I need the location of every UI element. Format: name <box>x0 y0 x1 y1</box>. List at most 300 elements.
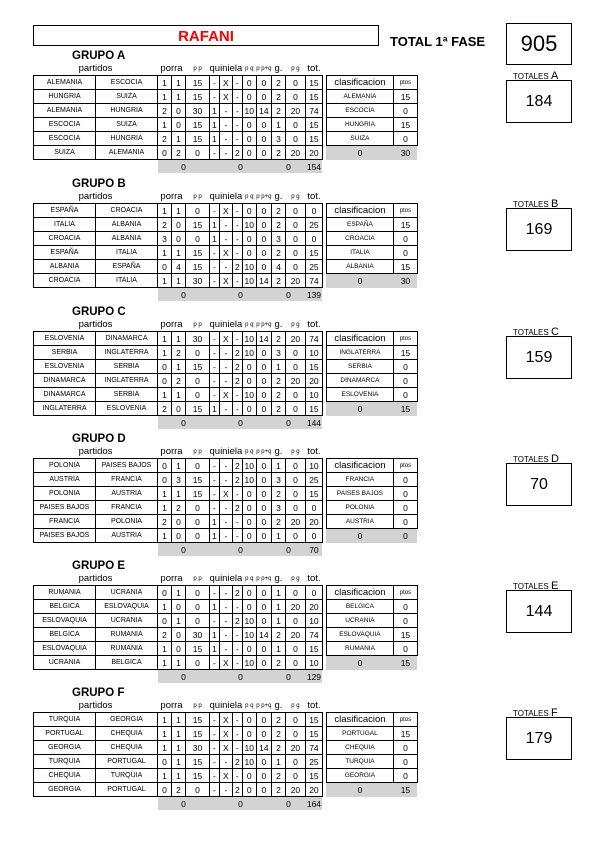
porra-home-goals: 0 <box>158 260 172 274</box>
group-title: GRUPO F <box>72 687 125 699</box>
match-row <box>34 529 418 543</box>
pg-points: 0 <box>285 614 305 628</box>
pg-points: 0 <box>285 90 305 104</box>
sum-pp: 0 <box>158 288 210 302</box>
sum-quiniela: 0 <box>210 416 272 430</box>
header-quiniela: quiniela <box>209 318 243 330</box>
row-total: 15 <box>305 487 322 501</box>
porra-home-goals: 2 <box>158 515 172 529</box>
goals: 2 <box>271 769 285 783</box>
group-title: GRUPO D <box>72 433 126 445</box>
pg-points: 0 <box>285 388 305 402</box>
pg-points: 0 <box>285 529 305 543</box>
away-team: SUIZA <box>96 90 158 104</box>
ptos-header: ptos <box>393 332 417 346</box>
clasif-sum-1: 30 <box>393 274 417 288</box>
match-row <box>34 332 418 346</box>
ppq-points: 0 <box>256 614 271 628</box>
home-team: ITALIA <box>34 218 96 232</box>
sum-total: 154 <box>306 161 322 172</box>
row-total: 74 <box>305 104 322 118</box>
porra-away-goals: 1 <box>172 727 186 741</box>
clasif-points: 15 <box>393 118 417 132</box>
pq-points: 0 <box>242 118 256 132</box>
sum-pp: 0 <box>158 416 210 430</box>
porra-away-goals: 1 <box>172 586 186 600</box>
quiniela-2: - <box>232 487 242 501</box>
quiniela-2: - <box>232 90 242 104</box>
goals: 2 <box>271 90 285 104</box>
match-row <box>34 614 418 628</box>
row-total: 10 <box>305 459 322 473</box>
pq-points: 0 <box>242 76 256 90</box>
pq-points: 0 <box>242 90 256 104</box>
ppq-points: 0 <box>256 501 271 515</box>
pq-points: 0 <box>242 246 256 260</box>
porra-away-goals: 1 <box>172 755 186 769</box>
pq-points: 0 <box>242 783 256 797</box>
group-table <box>33 318 418 429</box>
sum-quiniela: 0 <box>210 670 272 684</box>
sum-goals: 0 <box>271 670 305 684</box>
pg-points: 0 <box>285 346 305 360</box>
porra-home-goals: 1 <box>158 642 172 656</box>
ppq-points: 0 <box>256 656 271 670</box>
quiniela-x: - <box>219 374 232 388</box>
quiniela-x: X <box>219 274 232 288</box>
goals: 2 <box>271 76 285 90</box>
quiniela-2: - <box>232 76 242 90</box>
porra-home-goals: 2 <box>158 218 172 232</box>
header-pg: p g <box>291 575 300 582</box>
match-row <box>34 374 418 388</box>
goals: 2 <box>271 656 285 670</box>
header-g: g. <box>274 318 283 330</box>
clasif-team: CHEQUIA <box>326 741 393 755</box>
pp-points: 0 <box>186 501 210 515</box>
goals: 2 <box>271 487 285 501</box>
quiniela-1: - <box>210 727 220 741</box>
pp-points: 0 <box>186 783 210 797</box>
clasificacion-header: clasificacion <box>326 76 393 90</box>
row-total: 25 <box>305 260 322 274</box>
clasificacion-header: clasificacion <box>326 713 393 727</box>
pq-points: 0 <box>242 515 256 529</box>
away-team: ESPAÑA <box>96 260 158 274</box>
pp-points: 0 <box>186 459 210 473</box>
header-row <box>34 699 418 713</box>
clasif-team: ESCOCIA <box>326 104 393 118</box>
clasif-team: ITALIA <box>326 246 393 260</box>
quiniela-1: - <box>210 260 220 274</box>
pp-points: 15 <box>186 118 210 132</box>
porra-home-goals: 2 <box>158 628 172 642</box>
porra-away-goals: 0 <box>172 104 186 118</box>
porra-away-goals: 1 <box>172 656 186 670</box>
porra-home-goals: 1 <box>158 727 172 741</box>
away-team: UCRANIA <box>96 586 158 600</box>
porra-home-goals: 0 <box>158 473 172 487</box>
clasif-sum-0: 0 <box>326 529 393 543</box>
pp-points: 15 <box>186 132 210 146</box>
ppq-points: 0 <box>256 713 271 727</box>
header-pp: p p <box>193 575 202 582</box>
quiniela-x: - <box>219 586 232 600</box>
clasif-team: ESLOVAQUIA <box>326 628 393 642</box>
porra-home-goals: 1 <box>158 741 172 755</box>
header-partidos: partidos <box>78 699 113 711</box>
quiniela-2: - <box>232 741 242 755</box>
row-total: 20 <box>305 374 322 388</box>
ppq-points: 0 <box>256 402 271 416</box>
row-total: 0 <box>305 204 322 218</box>
home-team: FRANCIA <box>34 515 96 529</box>
goals: 1 <box>271 614 285 628</box>
pq-points: 0 <box>242 501 256 515</box>
match-row <box>34 232 418 246</box>
group-letter: C <box>550 326 559 338</box>
porra-home-goals: 1 <box>158 600 172 614</box>
home-team: CROACIA <box>34 274 96 288</box>
row-total: 15 <box>305 90 322 104</box>
pq-points: 10 <box>242 218 256 232</box>
goals: 2 <box>271 515 285 529</box>
pp-points: 15 <box>186 473 210 487</box>
group-table <box>33 572 418 683</box>
quiniela-x: - <box>219 501 232 515</box>
row-total: 25 <box>305 755 322 769</box>
clasif-sum-1: 0 <box>393 529 417 543</box>
quiniela-2: - <box>232 218 242 232</box>
pq-points: 10 <box>242 614 256 628</box>
header-row <box>34 62 418 76</box>
header-porra: porra <box>160 445 183 457</box>
sum-total: 144 <box>306 417 322 428</box>
pq-points: 0 <box>242 713 256 727</box>
pq-points: 10 <box>242 346 256 360</box>
match-row <box>34 727 418 741</box>
porra-home-goals: 0 <box>158 374 172 388</box>
clasif-team: INGLATERRA <box>326 346 393 360</box>
header-ppq: p p+q <box>256 65 272 72</box>
away-team: POLONIA <box>96 515 158 529</box>
pp-points: 0 <box>186 600 210 614</box>
porra-away-goals: 1 <box>172 332 186 346</box>
clasif-team: AUSTRIA <box>326 515 393 529</box>
match-row <box>34 246 418 260</box>
header-pg: p g <box>291 321 300 328</box>
pq-points: 10 <box>242 459 256 473</box>
pq-points: 0 <box>242 360 256 374</box>
ppq-points: 14 <box>256 274 271 288</box>
pq-points: 10 <box>242 755 256 769</box>
quiniela-1: - <box>210 346 220 360</box>
quiniela-x: X <box>219 332 232 346</box>
clasificacion-header: clasificacion <box>326 459 393 473</box>
pg-points: 0 <box>285 656 305 670</box>
pg-points: 0 <box>285 118 305 132</box>
pg-points: 20 <box>285 628 305 642</box>
pp-points: 15 <box>186 260 210 274</box>
quiniela-1: - <box>210 146 220 160</box>
porra-away-goals: 2 <box>172 146 186 160</box>
clasif-team: PORTUGAL <box>326 727 393 741</box>
clasif-team: ESPAÑA <box>326 218 393 232</box>
header-pq: p q <box>245 321 254 328</box>
header-pq: p q <box>245 575 254 582</box>
ppq-points: 0 <box>256 388 271 402</box>
clasif-points: 0 <box>393 769 417 783</box>
group-title: GRUPO A <box>72 50 126 62</box>
pq-points: 0 <box>242 204 256 218</box>
porra-home-goals: 2 <box>158 132 172 146</box>
clasif-points: 0 <box>393 104 417 118</box>
quiniela-1: 1 <box>210 104 220 118</box>
porra-away-goals: 0 <box>172 642 186 656</box>
row-total: 10 <box>305 656 322 670</box>
sum-goals: 0 <box>271 416 305 430</box>
row-total: 20 <box>305 146 322 160</box>
clasif-team: POLONIA <box>326 501 393 515</box>
porra-home-goals: 3 <box>158 232 172 246</box>
goals: 2 <box>271 741 285 755</box>
pp-points: 0 <box>186 586 210 600</box>
home-team: CROACIA <box>34 232 96 246</box>
match-row <box>34 402 418 416</box>
ppq-points: 0 <box>256 487 271 501</box>
ppq-points: 0 <box>256 473 271 487</box>
clasif-team: SERBIA <box>326 360 393 374</box>
goals: 2 <box>271 713 285 727</box>
match-row <box>34 346 418 360</box>
group-totals-label: TOTALES B <box>513 198 559 210</box>
header-row <box>34 572 418 586</box>
away-team: PORTUGAL <box>96 755 158 769</box>
clasif-team: CROACIA <box>326 232 393 246</box>
header-partidos: partidos <box>78 572 113 584</box>
pp-points: 0 <box>186 374 210 388</box>
clasif-points: 0 <box>393 642 417 656</box>
pp-points: 15 <box>186 642 210 656</box>
header-quiniela: quiniela <box>209 699 243 711</box>
porra-away-goals: 1 <box>172 90 186 104</box>
home-team: ESLOVENIA <box>34 360 96 374</box>
row-total: 15 <box>305 727 322 741</box>
pq-points: 0 <box>242 374 256 388</box>
home-team: ESPAÑA <box>34 204 96 218</box>
pq-points: 10 <box>242 741 256 755</box>
quiniela-x: - <box>219 360 232 374</box>
pg-points: 20 <box>285 374 305 388</box>
match-row <box>34 628 418 642</box>
header-partidos: partidos <box>78 190 113 202</box>
pg-points: 0 <box>285 232 305 246</box>
porra-away-goals: 0 <box>172 529 186 543</box>
sum-goals: 0 <box>271 288 305 302</box>
pp-points: 15 <box>186 76 210 90</box>
quiniela-1: - <box>210 332 220 346</box>
sums-row <box>34 288 418 302</box>
match-row <box>34 586 418 600</box>
group-totals-label: TOTALES F <box>513 707 558 719</box>
group-letter: A <box>550 70 559 82</box>
ppq-points: 0 <box>256 374 271 388</box>
quiniela-2: - <box>232 274 242 288</box>
pp-points: 0 <box>186 529 210 543</box>
header-quiniela: quiniela <box>209 445 243 457</box>
match-row <box>34 204 418 218</box>
quiniela-2: - <box>232 529 242 543</box>
row-total: 0 <box>305 232 322 246</box>
goals: 1 <box>271 600 285 614</box>
quiniela-2: - <box>232 246 242 260</box>
home-team: SUIZA <box>34 146 96 160</box>
pq-points: 0 <box>242 402 256 416</box>
away-team: HUNGRIA <box>96 104 158 118</box>
quiniela-2: 2 <box>232 783 242 797</box>
away-team: RUMANIA <box>96 628 158 642</box>
match-row <box>34 515 418 529</box>
header-pq: p q <box>245 702 254 709</box>
away-team: AUSTRIA <box>96 487 158 501</box>
match-row <box>34 146 418 160</box>
pq-points: 0 <box>242 232 256 246</box>
group-table <box>33 445 418 556</box>
clasificacion-header: clasificacion <box>326 586 393 600</box>
match-row <box>34 755 418 769</box>
pp-points: 15 <box>186 487 210 501</box>
quiniela-2: - <box>232 118 242 132</box>
clasif-points: 0 <box>393 232 417 246</box>
match-row <box>34 118 418 132</box>
total-phase-value: 905 <box>506 23 572 65</box>
away-team: TURQUIA <box>96 769 158 783</box>
goals: 2 <box>271 402 285 416</box>
goals: 2 <box>271 204 285 218</box>
ppq-points: 14 <box>256 741 271 755</box>
ppq-points: 0 <box>256 727 271 741</box>
header-g: g. <box>274 699 283 711</box>
home-team: ALBANIA <box>34 260 96 274</box>
quiniela-2: 2 <box>232 459 242 473</box>
header-ppq: p p+q <box>256 575 272 582</box>
row-total: 20 <box>305 515 322 529</box>
home-team: ESLOVAQUIA <box>34 614 96 628</box>
group-totals-label: TOTALES A <box>513 70 559 82</box>
pg-points: 0 <box>285 769 305 783</box>
porra-away-goals: 1 <box>172 246 186 260</box>
quiniela-x: - <box>219 642 232 656</box>
quiniela-x: - <box>219 473 232 487</box>
header-tot: tot. <box>307 699 321 711</box>
quiniela-2: 2 <box>232 360 242 374</box>
match-row <box>34 459 418 473</box>
header-g: g. <box>274 445 283 457</box>
row-total: 15 <box>305 118 322 132</box>
pg-points: 0 <box>285 402 305 416</box>
quiniela-2: 2 <box>232 146 242 160</box>
match-row <box>34 76 418 90</box>
header-porra: porra <box>160 572 183 584</box>
clasif-team: PAISES BAJOS <box>326 487 393 501</box>
clasif-team: FRANCIA <box>326 473 393 487</box>
clasif-team: ALEMANIA <box>326 90 393 104</box>
ppq-points: 0 <box>256 146 271 160</box>
quiniela-2: - <box>232 713 242 727</box>
away-team: GEORGIA <box>96 713 158 727</box>
porra-home-goals: 0 <box>158 755 172 769</box>
porra-home-goals: 1 <box>158 388 172 402</box>
pp-points: 15 <box>186 360 210 374</box>
porra-home-goals: 0 <box>158 459 172 473</box>
porra-away-goals: 2 <box>172 783 186 797</box>
clasif-points: 0 <box>393 132 417 146</box>
quiniela-x: - <box>219 529 232 543</box>
quiniela-2: 2 <box>232 501 242 515</box>
pq-points: 10 <box>242 332 256 346</box>
porra-home-goals: 1 <box>158 76 172 90</box>
sum-total: 139 <box>306 289 322 300</box>
match-row <box>34 783 418 797</box>
row-total: 15 <box>305 360 322 374</box>
pg-points: 0 <box>285 487 305 501</box>
quiniela-x: X <box>219 741 232 755</box>
goals: 1 <box>271 118 285 132</box>
porra-away-goals: 1 <box>172 204 186 218</box>
home-team: GEORGIA <box>34 783 96 797</box>
quiniela-2: 2 <box>232 586 242 600</box>
pp-points: 15 <box>186 246 210 260</box>
quiniela-2: 2 <box>232 614 242 628</box>
pg-points: 20 <box>285 741 305 755</box>
porra-home-goals: 2 <box>158 402 172 416</box>
ppq-points: 0 <box>256 76 271 90</box>
header-pg: p g <box>291 448 300 455</box>
group-title: GRUPO C <box>72 306 126 318</box>
porra-away-goals: 0 <box>172 600 186 614</box>
sum-goals: 0 <box>271 543 305 557</box>
clasif-team: BELGICA <box>326 600 393 614</box>
pp-points: 0 <box>186 656 210 670</box>
pp-points: 30 <box>186 628 210 642</box>
match-row <box>34 473 418 487</box>
pg-points: 0 <box>285 755 305 769</box>
header-pp: p p <box>193 448 202 455</box>
sums-row <box>34 797 418 811</box>
away-team: PAISES BAJOS <box>96 459 158 473</box>
quiniela-1: - <box>210 741 220 755</box>
home-team: SERBIA <box>34 346 96 360</box>
quiniela-2: - <box>232 232 242 246</box>
quiniela-x: - <box>219 628 232 642</box>
quiniela-1: - <box>210 783 220 797</box>
quiniela-1: - <box>210 388 220 402</box>
pg-points: 0 <box>285 473 305 487</box>
match-row <box>34 260 418 274</box>
porra-home-goals: 0 <box>158 586 172 600</box>
ptos-header: ptos <box>393 76 417 90</box>
quiniela-x: X <box>219 246 232 260</box>
sum-total: 129 <box>306 671 322 682</box>
group-totals-label: TOTALES C <box>513 326 559 338</box>
home-team: BELGICA <box>34 600 96 614</box>
away-team: ALBANIA <box>96 232 158 246</box>
porra-home-goals: 1 <box>158 346 172 360</box>
clasif-points: 0 <box>393 600 417 614</box>
pp-points: 15 <box>186 713 210 727</box>
clasif-sum-1: 30 <box>393 146 417 160</box>
pg-points: 20 <box>285 515 305 529</box>
